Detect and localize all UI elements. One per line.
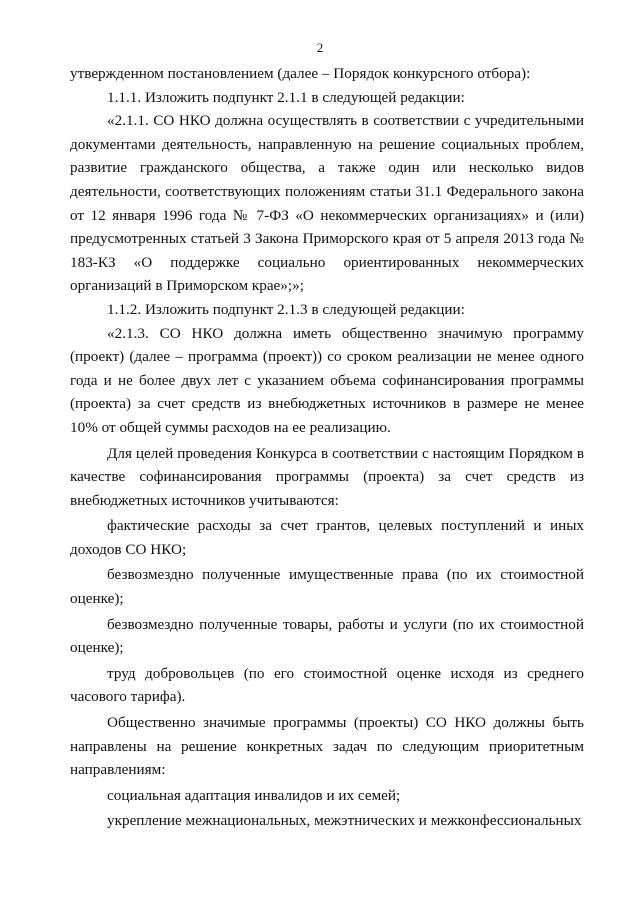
list-item-goods-services: безвозмездно полученные товары, работы и услуги (по их стоимостной оценке); <box>70 615 584 657</box>
paragraph-2-1-3-text: «2.1.3. СО НКО должна иметь общественно значимую программу (проект) (далее – программа (проект)) со сроком реализации не менее одного года и не более двух лет с указанием объема софинансирования программы (проекта) за счет средств из внебюджетных источников в размере не менее 10% от общей суммы расходов на ее реализацию. <box>70 324 584 436</box>
list-item-property-rights: безвозмездно полученные имущественные права (по их стоимостной оценке); <box>70 566 584 608</box>
page-number: 2 <box>316 40 324 55</box>
list-item-volunteer-labor: труд добровольцев (по его стоимостной оценке исходя из среднего часового тарифа). <box>70 664 584 706</box>
paragraph-1-1-1: 1.1.1. Изложить подпункт 2.1.1 в следующей редакции: <box>107 88 465 106</box>
list-item-actual-expenses: фактические расходы за счет грантов, целевых поступлений и иных доходов СО НКО; <box>70 517 584 558</box>
paragraph-2-1-1-text: «2.1.1. СО НКО должна осуществлять в соответствии с учредительными документами деятельность, направленную на решение социальных проблем, развитие гражданского общества, а также один или несколько видов деятельности, соответствующих положениям статьи 31.1 Федерального закона от 12 января 1996 года № 7-ФЗ «О некоммерческих организациях» и (или) предусмотренных статьей 3 Закона Приморского края от 5 апреля 2013 года № 183-КЗ «О поддержке социально ориентированных некоммерческих организаций в Приморском крае»;»; <box>70 112 584 295</box>
paragraph-intro: утвержденном постановлением (далее – Порядок конкурсного отбора): <box>70 65 531 82</box>
list-item-interethnic-relations: укрепление межнациональных, межэтнических и межконфессиональных <box>107 812 582 830</box>
paragraph-cofinancing-intro: Для целей проведения Конкурса в соответствии с настоящим Порядком в качестве софинансирования программы (проекта) за счет средств из внебюджетных источников учитываются: <box>70 444 584 509</box>
document-body <box>70 62 584 833</box>
paragraph-1-1-2: 1.1.2. Изложить подпункт 2.1.3 в следующей редакции: <box>107 300 465 318</box>
paragraph-priority-directions: Общественно значимые программы (проекты) СО НКО должны быть направлены на решение конкретных задач по следующим приоритетным направлениям: <box>70 714 584 779</box>
list-item-disabled-adaptation: социальная адаптация инвалидов и их семей; <box>107 786 401 804</box>
